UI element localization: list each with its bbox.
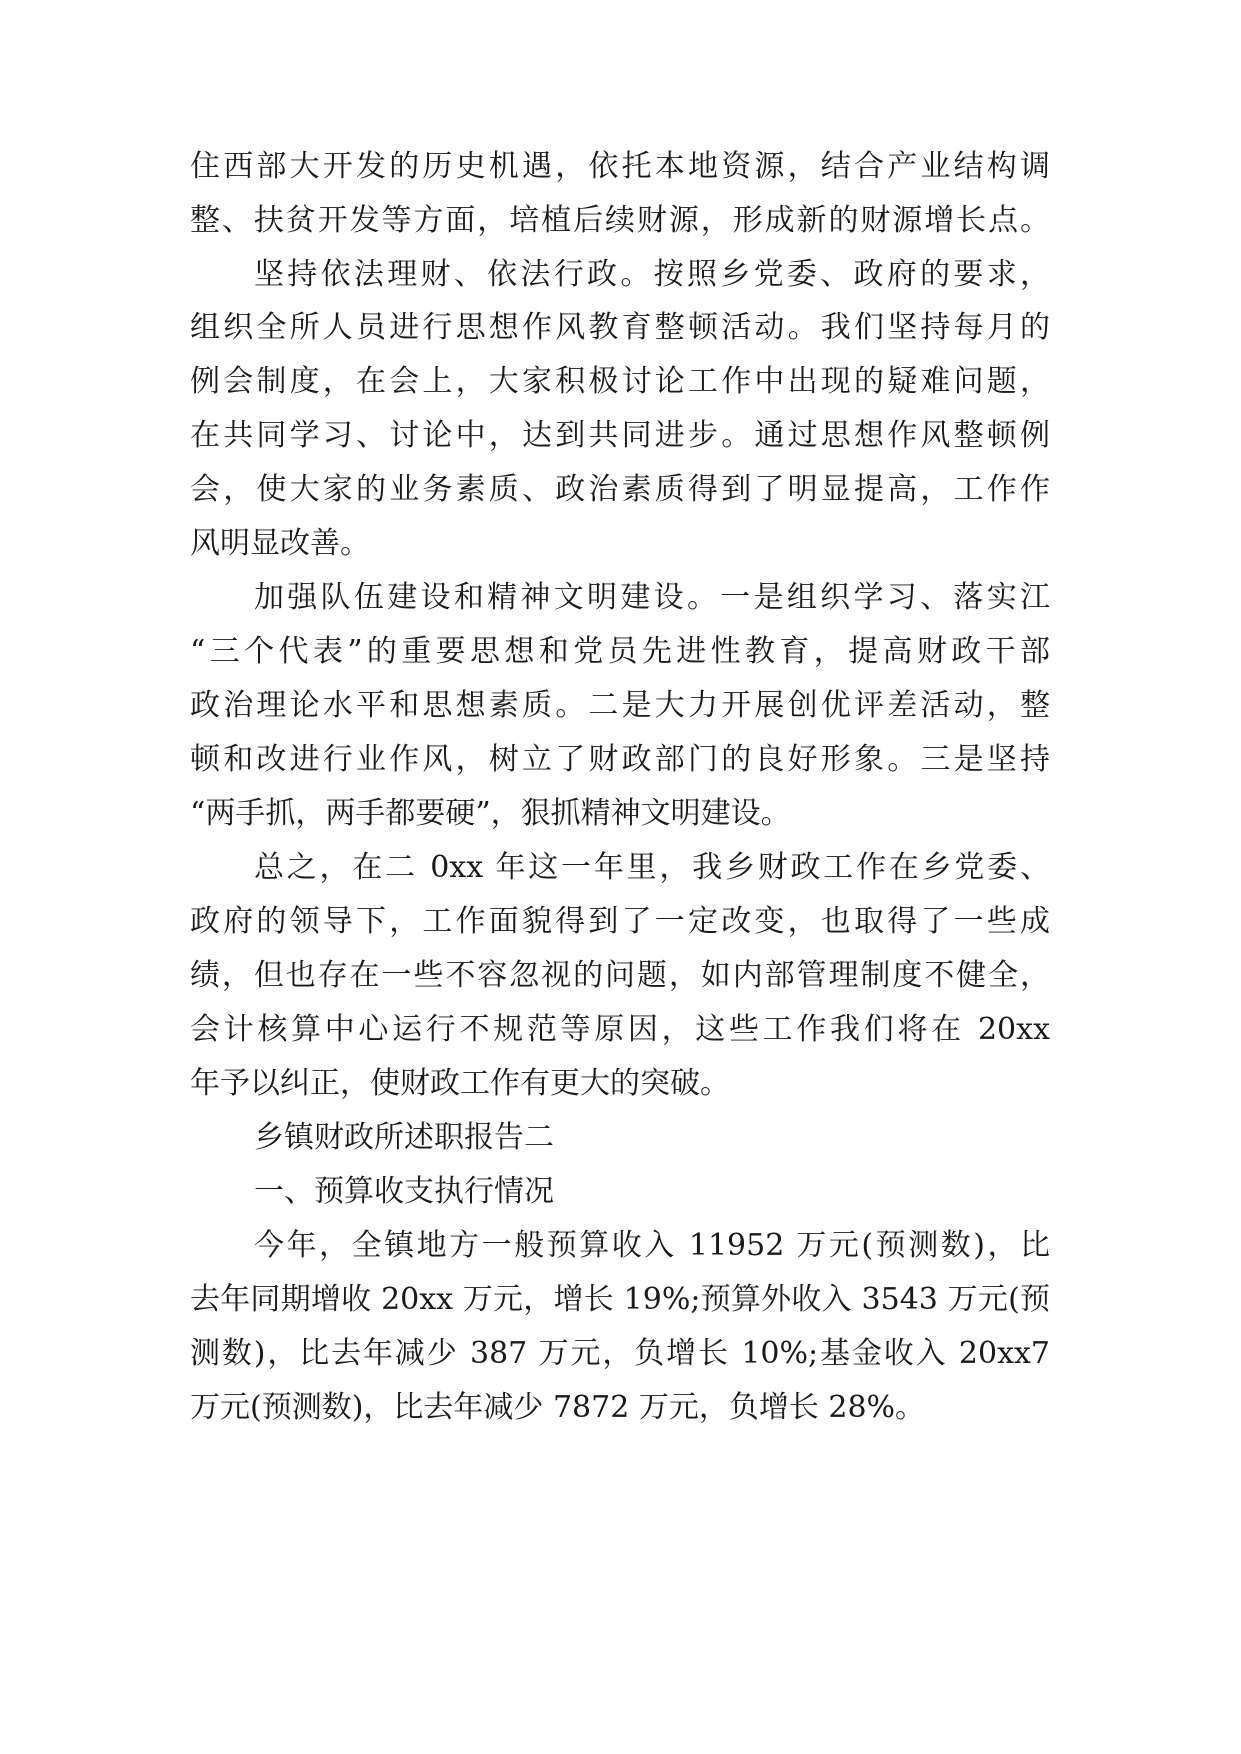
paragraph-start: 今年，全镇地方一般预算收入 11952 万元(预测数)，比 — [254, 1228, 1050, 1263]
text-line: 顿和改进行业作风，树立了财政部门的良好形象。三是坚持 — [190, 742, 1050, 777]
section-heading: 乡镇财政所述职报告二 — [254, 1120, 554, 1155]
paragraph-start: 加强队伍建设和精神文明建设。一是组织学习、落实江 — [254, 580, 1050, 615]
text-line: 例会制度，在会上，大家积极讨论工作中出现的疑难问题， — [190, 364, 1050, 399]
text-line: 政治理论水平和思想素质。二是大力开展创优评差活动，整 — [190, 688, 1050, 723]
text-line: 年予以纠正，使财政工作有更大的突破。 — [190, 1066, 730, 1101]
text-line: “两手抓，两手都要硬”，狠抓精神文明建设。 — [190, 796, 791, 831]
subsection-heading: 一、预算收支执行情况 — [254, 1174, 554, 1209]
text-line: 在共同学习、讨论中，达到共同进步。通过思想作风整顿例 — [190, 418, 1050, 453]
text-line: 住西部大开发的历史机遇，依托本地资源，结合产业结构调 — [190, 149, 1050, 184]
text-line: 绩，但也存在一些不容忽视的问题，如内部管理制度不健全， — [190, 958, 1050, 993]
text-line: 测数)，比去年减少 387 万元，负增长 10%;基金收入 20xx7 — [190, 1336, 1050, 1371]
paragraph-start: 坚持依法理财、依法行政。按照乡党委、政府的要求， — [254, 257, 1050, 292]
text-line: 政府的领导下，工作面貌得到了一定改变，也取得了一些成 — [190, 904, 1050, 939]
text-line: 组织全所人员进行思想作风教育整顿活动。我们坚持每月的 — [190, 310, 1050, 345]
text-line: “三个代表”的重要思想和党员先进性教育，提高财政干部 — [190, 634, 1050, 669]
text-line: 风明显改善。 — [190, 526, 370, 561]
text-line: 去年同期增收 20xx 万元，增长 19%;预算外收入 3543 万元(预 — [190, 1282, 1050, 1317]
text-line: 会计核算中心运行不规范等原因，这些工作我们将在 20xx — [190, 1012, 1050, 1047]
text-line: 万元(预测数)，比去年减少 7872 万元，负增长 28%。 — [190, 1390, 926, 1425]
text-line: 会，使大家的业务素质、政治素质得到了明显提高，工作作 — [190, 472, 1050, 507]
text-line: 整、扶贫开发等方面，培植后续财源，形成新的财源增长点。 — [190, 203, 1050, 238]
paragraph-start: 总之，在二 0xx 年这一年里，我乡财政工作在乡党委、 — [254, 850, 1050, 885]
